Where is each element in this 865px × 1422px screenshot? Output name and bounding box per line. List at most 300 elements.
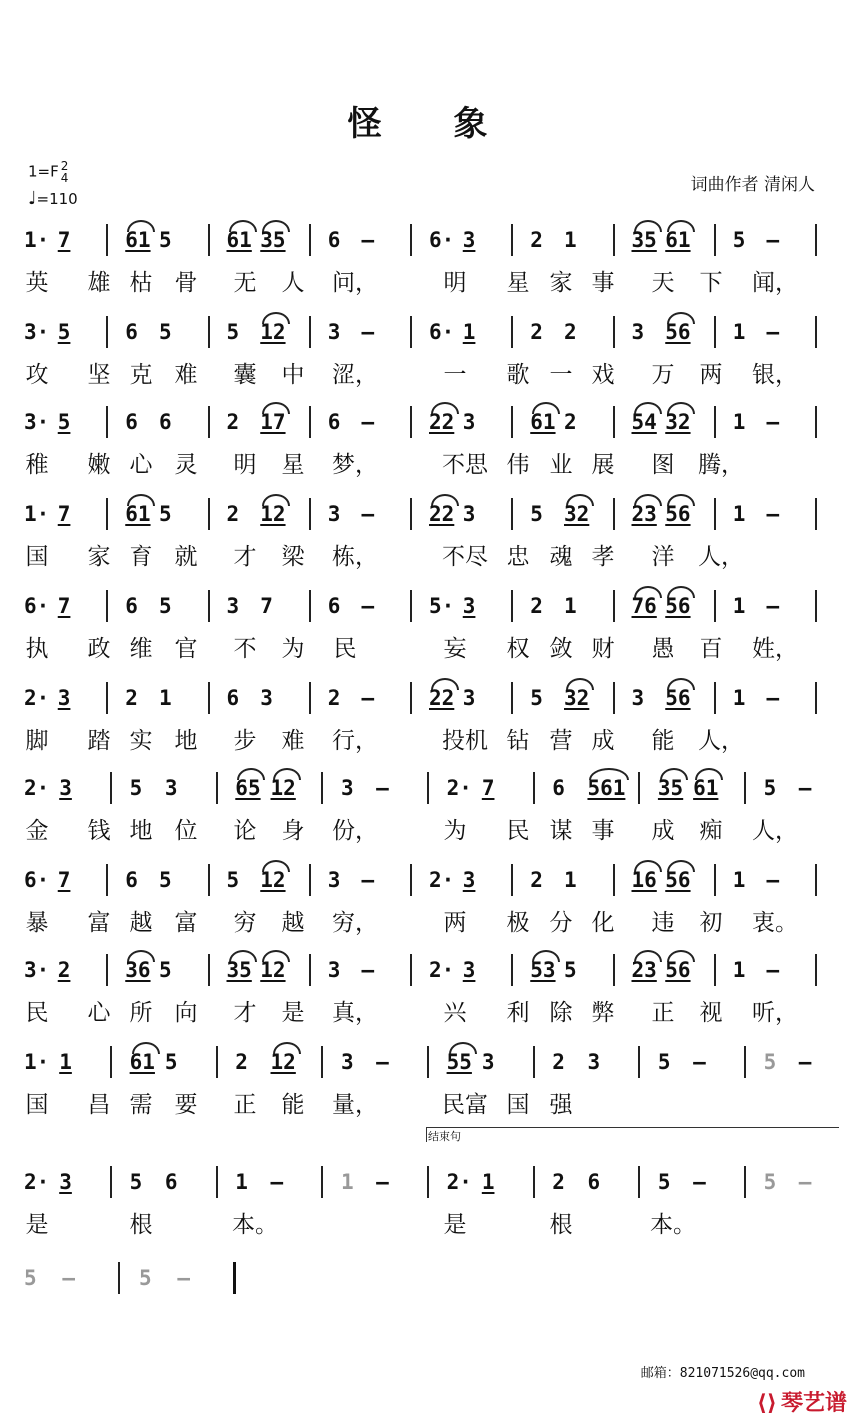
note-token: 3	[327, 502, 341, 526]
lyrics-row	[0, 900, 865, 940]
note-token: 7	[57, 228, 71, 252]
note-token: 3	[59, 776, 72, 800]
contact-email: 邮箱：821071526@qq.com	[640, 1366, 805, 1381]
lyric-syllable: 正	[651, 1000, 675, 1026]
note-token: 5	[159, 228, 172, 252]
lyric-syllable: 利	[506, 1000, 530, 1026]
note-token: 22	[429, 686, 455, 710]
barline	[714, 864, 716, 896]
lyric-syllable: 是	[281, 1000, 305, 1026]
barline	[427, 1166, 429, 1198]
note-token: 6·	[429, 228, 455, 252]
barline	[511, 224, 513, 256]
note-token: –	[766, 868, 780, 892]
lyric-syllable: 国	[25, 544, 49, 570]
slur-mark	[660, 768, 688, 780]
slur-mark	[127, 220, 155, 232]
key-signature	[28, 160, 68, 184]
lyrics-row	[0, 626, 865, 666]
lyrics-row	[0, 718, 865, 758]
lyric-syllable: 为	[281, 636, 305, 662]
barline	[309, 682, 311, 714]
slur-mark	[667, 860, 695, 872]
lyric-syllable: 明	[233, 452, 257, 478]
note-token: 23	[631, 958, 657, 982]
score-line	[0, 1162, 865, 1242]
slur-mark	[431, 494, 459, 506]
barline	[613, 682, 615, 714]
note-token: 61	[125, 502, 151, 526]
note-token: 2	[564, 320, 577, 344]
note-token: 1	[564, 594, 577, 618]
note-token: 5	[763, 1170, 777, 1194]
barline	[106, 954, 108, 986]
barline	[815, 406, 817, 438]
notation-row	[0, 1258, 865, 1298]
barline	[744, 1046, 746, 1078]
barline	[321, 1046, 323, 1078]
slur-mark	[449, 1042, 477, 1054]
lyric-syllable: 百	[699, 636, 723, 662]
note-token: 61	[693, 776, 719, 800]
note-token: –	[766, 228, 780, 252]
lyric-syllable: 人，	[752, 818, 798, 844]
note-token: 2	[564, 410, 577, 434]
lyric-syllable: 枯	[129, 270, 153, 296]
note-token: 1	[564, 228, 577, 252]
barline	[110, 1046, 112, 1078]
barline	[714, 590, 716, 622]
note-token: 1·	[24, 228, 50, 252]
lyric-syllable: 所	[129, 1000, 153, 1026]
lyrics-row	[0, 534, 865, 574]
barline	[321, 772, 323, 804]
note-token: 5	[657, 1050, 671, 1074]
slur-mark	[229, 950, 257, 962]
lyric-syllable: 心	[129, 452, 153, 478]
lyric-syllable: 穷，	[332, 910, 378, 936]
barline	[714, 498, 716, 530]
lyric-syllable: 明	[443, 270, 467, 296]
lyric-syllable: 钱	[87, 818, 111, 844]
note-token: 12	[270, 1050, 296, 1074]
barline	[714, 682, 716, 714]
note-token: 2	[530, 228, 543, 252]
barline	[410, 316, 412, 348]
lyric-syllable: 财	[591, 636, 615, 662]
brand-name: 琴艺谱	[780, 1391, 847, 1416]
barline	[309, 954, 311, 986]
lyric-syllable: 洋	[651, 544, 675, 570]
note-token: –	[361, 502, 375, 526]
note-token: 3·	[24, 320, 50, 344]
lyric-syllable: 克	[129, 362, 153, 388]
slur-mark	[431, 402, 459, 414]
note-token: 5	[159, 594, 172, 618]
score-line	[0, 768, 865, 848]
note-token: –	[766, 502, 780, 526]
time-numerator: 2	[60, 159, 69, 173]
score-line	[0, 678, 865, 758]
note-token: –	[766, 320, 780, 344]
slur-mark	[667, 950, 695, 962]
lyric-syllable: 业	[549, 452, 573, 478]
barline	[744, 772, 746, 804]
note-token: 1	[732, 958, 746, 982]
slur-mark	[262, 312, 290, 324]
note-token: 5	[57, 320, 71, 344]
note-token: 5	[763, 776, 777, 800]
note-token: 3	[327, 868, 341, 892]
note-token: –	[177, 1266, 190, 1290]
note-token: 5	[159, 320, 172, 344]
lyric-syllable: 富	[174, 910, 198, 936]
barline	[511, 316, 513, 348]
lyric-syllable: 视	[699, 1000, 723, 1026]
page-title: 怪 象	[347, 104, 518, 144]
lyric-syllable: 问，	[332, 270, 378, 296]
note-token: 2	[57, 958, 71, 982]
lyric-syllable: 是	[443, 1212, 467, 1238]
lyric-syllable: 天	[651, 270, 675, 296]
composer-credit: 词曲作者 清闲人	[690, 175, 815, 195]
lyric-syllable: 闻，	[752, 270, 798, 296]
note-token: 2	[226, 502, 240, 526]
note-token: 3	[340, 1050, 354, 1074]
note-token: 12	[260, 320, 286, 344]
note-token: 3	[462, 594, 476, 618]
note-token: 32	[564, 686, 590, 710]
note-token: 3	[59, 1170, 72, 1194]
lyric-syllable: 灵	[174, 452, 198, 478]
quarter-note-icon: ♩	[28, 188, 37, 209]
lyric-syllable: 坚	[87, 362, 111, 388]
barline	[208, 498, 210, 530]
slur-mark	[431, 678, 459, 690]
note-token: 5	[139, 1266, 152, 1290]
barline	[714, 316, 716, 348]
lyric-syllable: 腾，	[698, 452, 744, 478]
lyric-syllable: 雄	[87, 270, 111, 296]
note-token: 3	[481, 1050, 495, 1074]
note-token: 12	[260, 958, 286, 982]
score-line	[0, 312, 865, 392]
note-token: 12	[270, 776, 296, 800]
note-token: 1	[732, 502, 746, 526]
barline	[410, 498, 412, 530]
note-token: 6	[327, 410, 341, 434]
note-token: 7	[57, 594, 71, 618]
note-token: 1·	[24, 1050, 50, 1074]
lyrics-row	[0, 1298, 865, 1338]
barline	[815, 224, 817, 256]
note-token: –	[798, 1050, 812, 1074]
barline	[309, 406, 311, 438]
note-token: 56	[665, 958, 691, 982]
lyric-syllable: 愚	[651, 636, 675, 662]
note-token: 56	[665, 686, 691, 710]
lyric-syllable: 事	[591, 270, 615, 296]
note-token: 55	[446, 1050, 472, 1074]
note-token: –	[361, 410, 375, 434]
slur-mark	[695, 768, 723, 780]
barline	[410, 864, 412, 896]
lyric-syllable: 需	[129, 1092, 153, 1118]
note-token: 6·	[429, 320, 455, 344]
barline	[208, 406, 210, 438]
final-barline	[233, 1262, 236, 1294]
lyric-syllable: 除	[549, 1000, 573, 1026]
score-line	[0, 950, 865, 1030]
lyric-syllable: 无	[233, 270, 257, 296]
lyric-syllable: 妄	[443, 636, 467, 662]
barline	[744, 1166, 746, 1198]
note-token: 76	[631, 594, 657, 618]
note-token: 5	[763, 1050, 777, 1074]
note-token: –	[693, 1050, 706, 1074]
lyric-syllable: 一	[443, 362, 467, 388]
lyric-syllable: 根	[129, 1212, 153, 1238]
slur-mark	[262, 402, 290, 414]
lyric-syllable: 两	[699, 362, 723, 388]
lyrics-row	[0, 260, 865, 300]
lyric-syllable: 国	[506, 1092, 530, 1118]
note-token: 3	[462, 958, 476, 982]
lyric-syllable: 戏	[591, 362, 615, 388]
lyric-syllable: 根	[549, 1212, 573, 1238]
barline	[511, 954, 513, 986]
note-token: 2	[530, 320, 543, 344]
note-token: 2·	[446, 776, 472, 800]
lyric-syllable: 栋，	[332, 544, 378, 570]
note-token: 6	[125, 320, 138, 344]
lyric-syllable: 歌	[506, 362, 530, 388]
note-token: 7	[57, 868, 71, 892]
barline	[410, 954, 412, 986]
notation-row	[0, 950, 865, 990]
barline	[106, 682, 108, 714]
note-token: 5	[57, 410, 71, 434]
tempo-value: =110	[36, 190, 78, 208]
note-token: 35	[226, 958, 252, 982]
score-line	[0, 402, 865, 482]
lyric-syllable: 家	[87, 544, 111, 570]
score-line	[0, 860, 865, 940]
notation-row	[0, 860, 865, 900]
note-token: –	[766, 686, 780, 710]
lyric-syllable: 向	[174, 1000, 198, 1026]
note-token: 6·	[24, 594, 50, 618]
note-token: 3	[164, 776, 178, 800]
note-token: 3	[462, 410, 476, 434]
lyric-syllable: 家	[549, 270, 573, 296]
lyric-syllable: 本。	[232, 1212, 278, 1238]
note-token: 1	[462, 320, 476, 344]
barline	[613, 316, 615, 348]
note-token: 5	[24, 1266, 37, 1290]
lyric-syllable: 兴	[443, 1000, 467, 1026]
lyric-syllable: 孝	[591, 544, 615, 570]
lyric-syllable: 越	[129, 910, 153, 936]
lyric-syllable: 星	[281, 452, 305, 478]
barline	[208, 590, 210, 622]
barline	[638, 772, 640, 804]
note-token: –	[376, 1170, 389, 1194]
slur-mark	[634, 402, 662, 414]
lyric-syllable: 暴	[25, 910, 49, 936]
note-token: –	[798, 1170, 812, 1194]
lyric-syllable: 强	[549, 1092, 573, 1118]
lyrics-row	[0, 442, 865, 482]
note-token: 17	[260, 410, 286, 434]
lyric-syllable: 听，	[752, 1000, 798, 1026]
note-token: 5	[657, 1170, 671, 1194]
lyric-syllable: 心	[87, 1000, 111, 1026]
brand-logo	[757, 1386, 847, 1417]
note-token: 56	[665, 502, 691, 526]
barline	[309, 498, 311, 530]
barline	[208, 954, 210, 986]
barline	[208, 316, 210, 348]
barline	[511, 590, 513, 622]
note-token: 5·	[429, 594, 455, 618]
note-token: –	[766, 958, 780, 982]
lyric-syllable: 违	[651, 910, 675, 936]
barline	[216, 1046, 218, 1078]
note-token: 6	[159, 410, 172, 434]
lyric-syllable: 能	[651, 728, 675, 754]
note-token: 5	[530, 686, 543, 710]
lyric-syllable: 执	[25, 636, 49, 662]
note-token: –	[766, 594, 780, 618]
lyric-syllable: 真，	[332, 1000, 378, 1026]
lyric-syllable: 谋	[549, 818, 573, 844]
note-token: 3	[327, 320, 341, 344]
lyric-syllable: 身	[281, 818, 305, 844]
note-token: –	[361, 958, 375, 982]
note-token: 12	[260, 868, 286, 892]
note-token: 2	[235, 1050, 248, 1074]
note-token: 5	[530, 502, 543, 526]
note-token: 3	[340, 776, 354, 800]
lyric-syllable: 育	[129, 544, 153, 570]
lyric-syllable: 不思	[442, 452, 488, 478]
note-token: 61	[125, 228, 151, 252]
note-token: –	[361, 320, 375, 344]
note-token: 6	[125, 594, 138, 618]
barline	[613, 954, 615, 986]
lyric-syllable: 民	[506, 818, 530, 844]
note-token: 3	[462, 502, 476, 526]
lyric-syllable: 论	[233, 818, 257, 844]
lyric-syllable: 梁	[281, 544, 305, 570]
barline	[533, 772, 535, 804]
note-token: 5	[226, 320, 240, 344]
notation-row	[0, 402, 865, 442]
lyric-syllable: 银，	[752, 362, 798, 388]
barline	[410, 406, 412, 438]
lyric-syllable: 本。	[650, 1212, 696, 1238]
note-token: 1	[732, 686, 746, 710]
lyric-syllable: 投机	[442, 728, 488, 754]
note-token: 53	[530, 958, 556, 982]
note-token: 5	[129, 776, 143, 800]
lyric-syllable: 穷	[233, 910, 257, 936]
note-token: 2·	[24, 776, 50, 800]
note-token: –	[361, 686, 375, 710]
lyric-syllable: 人，	[698, 544, 744, 570]
note-token: 35	[657, 776, 684, 800]
slur-mark	[566, 678, 594, 690]
note-token: 6	[552, 776, 565, 800]
lyric-syllable: 弊	[591, 1000, 615, 1026]
barline	[410, 682, 412, 714]
note-token: 1	[481, 1170, 495, 1194]
note-token: 1·	[24, 502, 50, 526]
note-token: 5	[732, 228, 746, 252]
ending-bracket	[426, 1127, 839, 1142]
score-line	[0, 1042, 865, 1122]
barline	[106, 498, 108, 530]
notation-row	[0, 1162, 865, 1202]
lyric-syllable: 金	[25, 818, 49, 844]
lyric-syllable: 成	[651, 818, 675, 844]
barline	[106, 316, 108, 348]
slur-mark	[667, 312, 695, 324]
lyric-syllable: 权	[506, 636, 530, 662]
note-token: –	[62, 1266, 75, 1290]
lyric-syllable: 国	[25, 1092, 49, 1118]
tempo-marking	[28, 188, 78, 209]
note-token: 2	[226, 410, 240, 434]
note-token: –	[270, 1170, 284, 1194]
lyric-syllable: 星	[506, 270, 530, 296]
note-token: 3	[462, 228, 476, 252]
note-token: 1	[732, 594, 746, 618]
barline	[815, 864, 817, 896]
note-token: 35	[631, 228, 657, 252]
slur-mark	[667, 402, 695, 414]
note-token: 5	[129, 1170, 143, 1194]
lyric-syllable: 嫩	[87, 452, 111, 478]
note-token: 6	[125, 868, 138, 892]
lyric-syllable: 就	[174, 544, 198, 570]
slur-mark	[634, 220, 662, 232]
note-token: 3	[462, 686, 476, 710]
barline	[216, 772, 218, 804]
note-token: 3	[462, 868, 476, 892]
lyric-syllable: 姓，	[752, 636, 798, 662]
notation-row	[0, 768, 865, 808]
barline	[106, 224, 108, 256]
time-signature	[61, 160, 69, 184]
note-token: 54	[631, 410, 657, 434]
barline	[815, 590, 817, 622]
slur-mark	[237, 768, 265, 780]
barline	[815, 682, 817, 714]
barline	[511, 498, 513, 530]
slur-mark	[127, 950, 155, 962]
note-token: 56	[665, 868, 691, 892]
note-token: 2·	[429, 868, 455, 892]
note-token: 5	[164, 1050, 178, 1074]
barline	[714, 406, 716, 438]
lyrics-row	[0, 1082, 865, 1122]
note-token: 2	[125, 686, 138, 710]
lyric-syllable: 敛	[549, 636, 573, 662]
note-token: 61	[226, 228, 252, 252]
lyric-syllable: 越	[281, 910, 305, 936]
